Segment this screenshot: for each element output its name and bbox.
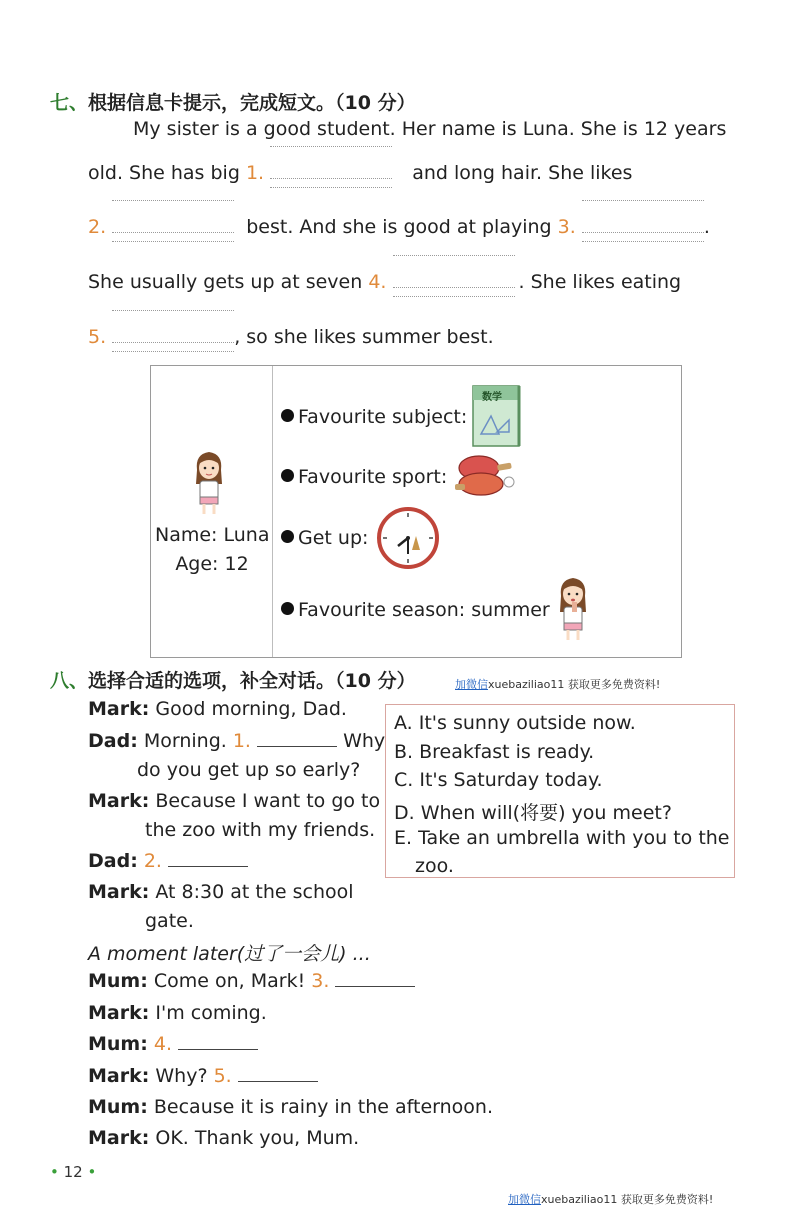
info-card [150,365,682,658]
ping-pong-paddles-icon [453,452,523,498]
option-c: C. It's Saturday today. [394,769,603,791]
answer-blank-4[interactable] [393,269,515,288]
blank-number-5: 5. [88,326,107,348]
card-sport-row: Favourite sport: [281,466,447,488]
bullet-icon [281,469,294,482]
footer-watermark-link[interactable]: 加微信 [508,1193,541,1206]
dialog-line: Mum: Come on, Mark! 3. [88,970,415,992]
bullet-icon [281,409,294,422]
passage-line-4: She usually gets up at seven 4. . She likes eating [88,271,682,293]
section8-number: 八、 [50,670,89,692]
card-getup-row: Get up: [281,527,368,549]
card-age: Age: 12 [175,553,249,575]
footer-watermark: 加微信xuebaziliao11 获取更多免费资料! [508,1193,714,1206]
passage-line-5: 5. , so she likes summer best. [88,326,494,348]
dialog-blank-number-5: 5. [213,1065,232,1087]
dialog-blank-number-3: 3. [311,970,330,992]
card-name: Name: Luna [155,524,270,546]
option-d: D. When will(将要) you meet? [394,802,672,824]
dialog-blank-number-1: 1. [232,730,251,752]
option-e: E. Take an umbrella with you to the [394,827,730,849]
section7-number: 七、 [50,92,89,114]
option-a: A. It's sunny outside now. [394,712,636,734]
dialog-stage-note: A moment later(过了一会儿) ... [88,943,371,965]
dialog-blank-number-4: 4. [153,1033,173,1055]
dialog-line: Mark: At 8:30 at the school [88,881,354,903]
option-e-cont: zoo. [415,855,454,877]
section8-watermark: 加微信xuebaziliao11 获取更多免费资料! [455,678,661,691]
blank-number-1: 1. [245,162,265,184]
page-number: • 12 • [50,1163,97,1181]
dialog-line: Mark: Why? 5. [88,1065,318,1087]
answer-blank-3[interactable] [582,214,704,233]
blank-number-4: 4. [368,271,387,293]
options-box [385,704,735,878]
dialog-line: do you get up so early? [137,759,361,781]
girl-summer-icon [553,574,593,642]
answer-blank-2[interactable] [112,214,234,233]
section8-title: 八、选择合适的选项，补全对话。（10 分） [50,670,416,692]
dialog-line: gate. [145,910,194,932]
dialog-blank-4[interactable] [178,1033,258,1050]
card-divider [272,366,273,657]
girl-luna-icon [189,448,229,516]
watermark-link[interactable]: 加微信 [455,678,488,691]
dialog-blank-1[interactable] [257,730,337,747]
card-season-row: Favourite season: summer [281,599,550,621]
passage-line-1: My sister is a good student. Her name is Luna. She is 12 years [133,118,727,140]
dialog-blank-3[interactable] [335,970,415,987]
dialog-line: Mum: Because it is rainy in the afternoon. [88,1096,493,1118]
book-label: 数学 [482,392,502,403]
dialog-line: the zoo with my friends. [145,819,376,841]
dialog-blank-number-2: 2. [143,850,162,872]
dialog-line: Dad: Morning. 1. Why [88,730,386,752]
blank-number-3: 3. [557,216,576,238]
dialog-line: Dad: 2. [88,850,248,872]
section7-title: 七、根据信息卡提示，完成短文。（10 分） [50,92,416,114]
answer-blank-5[interactable] [112,324,234,343]
dialog-line: Mark: I'm coming. [88,1002,267,1024]
bullet-icon [281,530,294,543]
card-subject-row: Favourite subject: [281,406,467,428]
passage-line-3: 2. best. And she is good at playing 3. . [88,216,710,238]
dialog-line: Mark: Because I want to go to [88,790,381,812]
dialog-blank-2[interactable] [168,850,248,867]
blank-number-2: 2. [88,216,107,238]
clock-icon [376,506,440,570]
answer-blank-1[interactable] [270,160,392,179]
dialog-blank-5[interactable] [238,1065,318,1082]
dialog-line: Mum: 4. [88,1033,258,1055]
bullet-icon [281,602,294,615]
dialog-line: Mark: Good morning, Dad. [88,698,347,720]
passage-line-2: old. She has big 1. and long hair. She likes [88,162,633,184]
dialog-line: Mark: OK. Thank you, Mum. [88,1127,360,1149]
option-b: B. Breakfast is ready. [394,741,595,763]
